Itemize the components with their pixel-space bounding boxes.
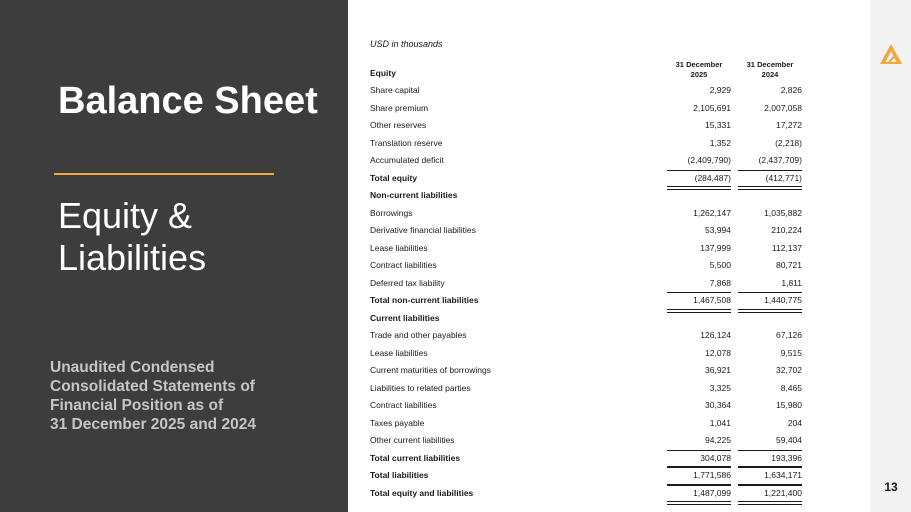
total-row bbox=[370, 485, 802, 503]
value-2024: (2,437,709) bbox=[758, 155, 802, 165]
subtotal-rule bbox=[667, 485, 731, 486]
page-number: 13 bbox=[884, 480, 898, 494]
value-2025: 94,225 bbox=[705, 435, 731, 445]
table-row bbox=[370, 117, 802, 135]
value-2024: 59,404 bbox=[776, 435, 802, 445]
total-row bbox=[370, 170, 802, 188]
value-2025: (2,409,790) bbox=[687, 155, 731, 165]
subtotal-rule bbox=[738, 485, 802, 486]
row-label: Contract liabilities bbox=[370, 400, 437, 410]
row-label: Accumulated deficit bbox=[370, 155, 444, 165]
value-2025: 1,262,147 bbox=[693, 207, 731, 218]
value-2025: 30,364 bbox=[705, 400, 731, 410]
table-row bbox=[370, 327, 802, 345]
row-label: Trade and other payables bbox=[370, 330, 467, 340]
value-2025: (284,487) bbox=[694, 172, 731, 183]
value-2025: 126,124 bbox=[700, 330, 731, 340]
description-line: 31 December 2025 and 2024 bbox=[50, 416, 256, 433]
value-2024: 2,007,058 bbox=[764, 102, 802, 113]
value-2024: 2,826 bbox=[780, 85, 802, 95]
subtotal-rule bbox=[667, 292, 731, 293]
value-2024: 1,440,775 bbox=[764, 295, 802, 305]
value-2024: 193,396 bbox=[771, 452, 802, 463]
row-label: Total liabilities bbox=[370, 470, 429, 480]
row-label: Borrowings bbox=[370, 207, 413, 218]
table-header bbox=[370, 58, 802, 82]
value-2025: 36,921 bbox=[705, 365, 731, 375]
column-header-line: 31 December bbox=[675, 60, 723, 69]
value-2024: (2,218) bbox=[775, 137, 802, 148]
total-row bbox=[370, 450, 802, 468]
value-2024: 112,137 bbox=[771, 242, 802, 253]
value-2024: 67,126 bbox=[776, 330, 802, 340]
value-2024: 32,702 bbox=[776, 365, 802, 375]
value-2024: 1,811 bbox=[781, 277, 802, 288]
double-total-rule bbox=[667, 504, 731, 505]
subtotal-rule bbox=[738, 170, 802, 171]
row-label: Total equity and liabilities bbox=[370, 487, 474, 498]
row-label: Lease liabilities bbox=[370, 347, 428, 358]
table-row bbox=[370, 222, 802, 240]
subtotal-rule bbox=[738, 292, 802, 293]
description-line: Financial Position as of bbox=[50, 397, 224, 414]
column-header-line: 2024 bbox=[761, 70, 779, 79]
value-2025: 1,771,586 bbox=[693, 470, 731, 480]
total-rule bbox=[738, 501, 802, 502]
table-row bbox=[370, 380, 802, 398]
row-label: Non-current liabilities bbox=[370, 190, 458, 200]
value-2025: 7,868 bbox=[709, 277, 731, 288]
value-2025: 137,999 bbox=[700, 242, 731, 253]
table-row bbox=[370, 240, 802, 258]
description-line: Consolidated Statements of bbox=[50, 378, 255, 395]
value-2024: 204 bbox=[787, 417, 802, 428]
row-label: Share premium bbox=[370, 102, 429, 113]
row-label: Taxes payable bbox=[370, 417, 425, 428]
double-total-rule bbox=[738, 504, 802, 505]
subtotal-rule bbox=[667, 170, 731, 171]
column-header-line: 2025 bbox=[690, 70, 708, 79]
page-title: Balance Sheet bbox=[58, 80, 318, 122]
row-label: Total non-current liabilities bbox=[370, 295, 479, 305]
value-2025: 1,352 bbox=[709, 137, 731, 148]
table-row bbox=[370, 135, 802, 153]
value-2024: 17,272 bbox=[776, 120, 802, 130]
total-rule bbox=[667, 501, 731, 502]
row-label: Total current liabilities bbox=[370, 452, 461, 463]
row-label: Lease liabilities bbox=[370, 242, 428, 253]
row-label: Other reserves bbox=[370, 120, 427, 130]
value-2025: 3,325 bbox=[709, 382, 731, 393]
row-label: Liabilities to related parties bbox=[370, 382, 471, 393]
total-row bbox=[370, 467, 802, 485]
value-2024: 1,035,882 bbox=[764, 207, 802, 218]
table-row bbox=[370, 415, 802, 433]
table-row bbox=[370, 432, 802, 450]
total-row bbox=[370, 292, 802, 310]
statement-description bbox=[50, 358, 340, 434]
balance-sheet-table bbox=[370, 58, 802, 502]
value-2025: 15,331 bbox=[705, 120, 731, 130]
value-2025: 2,105,691 bbox=[693, 102, 731, 113]
subtotal-rule bbox=[667, 450, 731, 451]
value-2024: 8,465 bbox=[780, 382, 802, 393]
units-note: USD in thousands bbox=[370, 39, 443, 49]
value-2025: 1,487,099 bbox=[693, 487, 731, 498]
row-label: Share capital bbox=[370, 85, 420, 95]
left-panel bbox=[0, 0, 348, 512]
table-row bbox=[370, 205, 802, 223]
value-2025: 12,078 bbox=[705, 347, 731, 358]
value-2025: 1,467,508 bbox=[693, 295, 731, 305]
table-body bbox=[370, 82, 802, 502]
table-row bbox=[370, 275, 802, 293]
section-heading-row bbox=[370, 187, 802, 205]
page-subtitle: Equity & Liabilities bbox=[58, 195, 207, 278]
value-2024: 1,634,171 bbox=[764, 470, 802, 480]
column-header-2025 bbox=[667, 60, 731, 80]
row-label: Current maturities of borrowings bbox=[370, 365, 491, 375]
value-2024: 80,721 bbox=[776, 260, 802, 270]
value-2024: (412,771) bbox=[765, 172, 802, 183]
table-row bbox=[370, 100, 802, 118]
triangle-logo-icon bbox=[879, 43, 903, 65]
value-2025: 5,500 bbox=[709, 260, 731, 270]
value-2025: 53,994 bbox=[705, 225, 731, 235]
value-2024: 1,221,400 bbox=[764, 487, 802, 498]
description-line: Unaudited Condensed bbox=[50, 359, 215, 376]
value-2025: 1,041 bbox=[709, 417, 731, 428]
value-2024: 15,980 bbox=[776, 400, 802, 410]
table-row bbox=[370, 82, 802, 100]
section-label-equity: Equity bbox=[370, 68, 396, 78]
table-row bbox=[370, 397, 802, 415]
value-2024: 210,224 bbox=[771, 225, 802, 235]
value-2025: 304,078 bbox=[700, 452, 731, 463]
table-row bbox=[370, 345, 802, 363]
row-label: Contract liabilities bbox=[370, 260, 437, 270]
table-row bbox=[370, 152, 802, 170]
row-label: Translation reserve bbox=[370, 137, 443, 148]
column-header-2024 bbox=[738, 60, 802, 80]
row-label: Deferred tax liability bbox=[370, 277, 445, 288]
row-label: Current liabilities bbox=[370, 312, 440, 323]
row-label: Total equity bbox=[370, 172, 418, 183]
subtotal-rule bbox=[667, 467, 731, 468]
table-row bbox=[370, 362, 802, 380]
title-divider bbox=[54, 173, 274, 175]
column-header-line: 31 December bbox=[746, 60, 794, 69]
value-2025: 2,929 bbox=[709, 85, 731, 95]
right-strip bbox=[870, 0, 911, 512]
subtotal-rule bbox=[738, 467, 802, 468]
row-label: Derivative financial liabilities bbox=[370, 225, 476, 235]
section-heading-row bbox=[370, 310, 802, 328]
row-label: Other current liabilities bbox=[370, 435, 455, 445]
table-row bbox=[370, 257, 802, 275]
value-2024: 9,515 bbox=[780, 347, 802, 358]
subtotal-rule bbox=[738, 450, 802, 451]
